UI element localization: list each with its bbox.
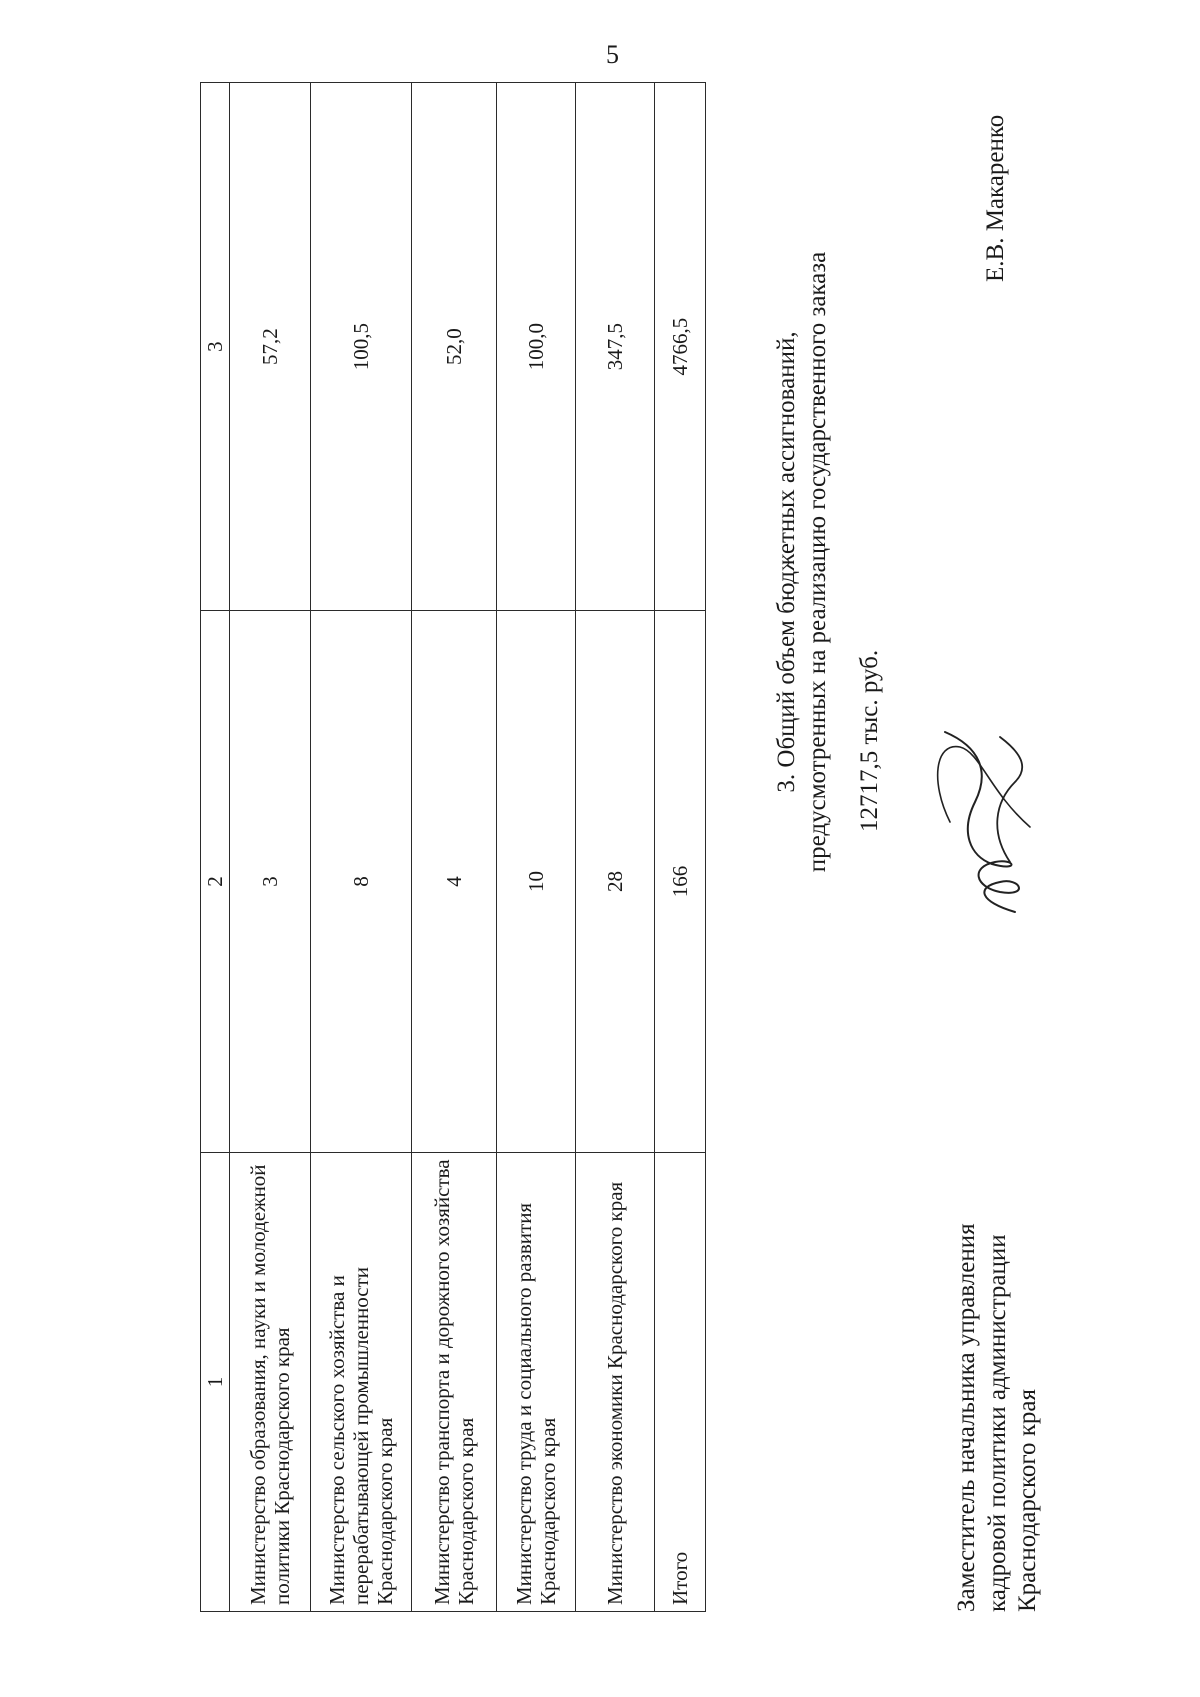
row-count: 3: [230, 611, 311, 1153]
row-count: 4: [412, 611, 497, 1153]
table-header-row: [201, 83, 230, 1612]
header-col-2: 2: [201, 611, 230, 1153]
table-row: [311, 83, 412, 1612]
row-amount: 100,0: [497, 83, 576, 611]
section-title-line-1: 3. Общий объем бюджетных ассигнований,: [773, 331, 800, 793]
handwritten-signature: [920, 722, 1060, 922]
signer-position: [952, 1052, 1044, 1612]
row-count: 10: [497, 611, 576, 1153]
page-number: 5: [606, 40, 619, 69]
allocation-table: [200, 82, 706, 1612]
header-col-1: 1: [201, 1152, 230, 1611]
total-budget-amount: 12717,5 тыс. руб.: [856, 649, 883, 832]
table-row: [412, 83, 497, 1612]
row-count: 8: [311, 611, 412, 1153]
table-row: [230, 83, 311, 1612]
row-amount: 57,2: [230, 83, 311, 611]
signer-position-line-2: кадровой политики администрации: [983, 1234, 1011, 1612]
row-amount: 52,0: [412, 83, 497, 611]
total-label: Итого: [655, 1152, 706, 1611]
row-name: Министерство труда и социального развития Краснодарского края: [497, 1152, 576, 1611]
header-col-3: 3: [201, 83, 230, 611]
table-total-row: [655, 83, 706, 1612]
row-amount: 347,5: [576, 83, 655, 611]
total-amount-cell: 4766,5: [655, 83, 706, 611]
signer-position-line-1: Заместитель начальника управления: [953, 1223, 980, 1612]
signer-position-line-3: Краснодарского края: [1014, 1389, 1041, 1612]
row-name: Министерство сельского хозяйства и перерабатывающей промышленности Краснодарского края: [311, 1152, 412, 1611]
row-name: Министерство экономики Краснодарского края: [576, 1152, 655, 1611]
table-row: [576, 83, 655, 1612]
signer-name: Е.В. Макаренко: [982, 114, 1009, 282]
row-name: Министерство транспорта и дорожного хозяйства Краснодарского края: [412, 1152, 497, 1611]
row-count: 28: [576, 611, 655, 1153]
row-name: Министерство образования, науки и молодежной политики Краснодарского края: [230, 1152, 311, 1611]
table-row: [497, 83, 576, 1612]
total-count: 166: [655, 611, 706, 1153]
row-amount: 100,5: [311, 83, 412, 611]
section-title-line-2: предусмотренных на реализацию государственного заказа: [803, 251, 831, 873]
rotated-page-content: [200, 82, 1100, 1612]
section-title: [772, 112, 833, 1012]
